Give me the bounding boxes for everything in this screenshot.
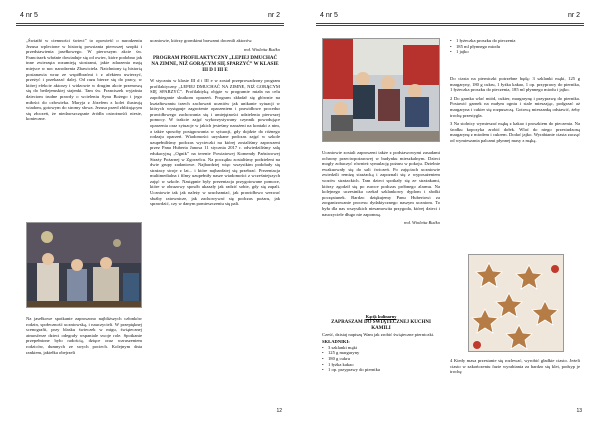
article-paragraph: Na jasełkowe spotkanie zaproszono najbliższych członków rodzin, społeczność uczniowską, i nauczycieli. W przepięknej scenografii, przy blasku świeczek w migu, świątecznej atmosferze dzieci odegrały wspaniale swoje role. Spotkanie przepełnione było radością, dzięce oraz wzruszeniem rodziców, dumnych ze swych pociech. Kolejnym dnia rankiem, jakiełka obejrzeli xyxy=(26,316,142,355)
gingerbread-photo-image xyxy=(469,255,564,352)
ingredient-item: • 1 łyżeczka proszku do pieczenia xyxy=(450,38,580,44)
fire-station-photo-image xyxy=(323,39,440,142)
left-column-2 xyxy=(150,38,280,408)
ingredient-item: • 3 szklanki mąki xyxy=(322,345,440,351)
recipe-intro: Cześć, dzisiaj napiszę Wam jak zrobić świąteczne pierniczki. xyxy=(322,331,435,337)
author-signature: red. Wioletta Bućko xyxy=(243,46,280,52)
ingredients-continued xyxy=(450,38,580,72)
recipe-steps-bottom xyxy=(450,358,580,406)
number-label: nr 2 xyxy=(267,12,280,19)
article-heading: PROGRAM PROFILAKTYCZNY „LEPIEJ DMUCHAĆ NA ZIMNE, NIŻ GORĄCYM SIĘ SPARZYĆ” W KLASIE III D I III E xyxy=(151,56,279,74)
ingredients-list-continued xyxy=(450,38,580,55)
right-column-1-top xyxy=(322,150,440,310)
recipe-section xyxy=(322,314,440,408)
article-paragraph: „Światłó w ciemności świeci” to opowieść o narodzeniu Jezusa wplecione w historię powstania pierwszej szopki i przedstawienia jasełkowego. W pierwszym akcie św. Franciszek właśnie dowiaduje się od owiec, które podobno jak inne zwierzęta rozumieją siostrami, jakie zdarzenia mają miejsce w noc narodzenia Zbawiciela. Natchniony tą historią postanawia wraz ze współbraćmi i z afekiem uwierzyć, przeżyć i przekazać dalej. Od razu bierze się do pracy, w której efekcie aktorzy i widzowie w drugim akcie przenoszą się do betlejemskiej stajenki. Tam św. Franciszek wyjaśnia dzieciom trudne prawdy o wcieleniu Syna Bożego i jego miłości do człowieka. Maryja z Józefem z kolei ilustrują wiadom, gotowym do stromy słowa. Jezusa przed zbliżającym się złoczeń, że niedawszczęsnie źródła ostrożnośći niesie, konieczne. xyxy=(26,38,142,122)
page-header xyxy=(316,10,584,24)
ingredient-item: • 1 op. przyprawy do piernika xyxy=(322,367,440,373)
recipe-kicker: Kącik kulinarny xyxy=(365,314,397,319)
gingerbread-photo xyxy=(468,254,564,352)
header-rule-double xyxy=(16,25,284,26)
page-header xyxy=(16,10,284,24)
recipe-step: 3 Na stolnicy wymieszać mąkę z kakao i proszkiem do pieczenia. Na środku kopczyka zrobić dołek. Wlać do niego przestudzoną margarynę z miodem i cukrem. Dodać jajko. Wyrabianie ciasta zacząć od wymieszania palcami płynnej masy z mąką. xyxy=(450,121,580,143)
left-column-1-bottom xyxy=(26,316,142,408)
ingredients-heading: SKŁADNIKI: xyxy=(322,339,350,345)
ingredients-list xyxy=(322,345,440,373)
recipe-steps xyxy=(450,76,580,144)
left-column-1-top xyxy=(26,38,142,218)
ingredient-item: • 1 łyżka kakao xyxy=(322,362,440,368)
right-page xyxy=(300,0,600,424)
recipe-steps xyxy=(450,358,580,375)
ingredient-item: • 125 g margaryny xyxy=(322,350,440,356)
issue-label: 4 nr 5 xyxy=(320,12,338,19)
ingredient-item: • 1 jajko xyxy=(450,49,580,55)
recipe-title: ZAPRASZAM DO ŚWIĄTECZNEJ KUCHNI KAMILI xyxy=(331,319,431,331)
article-paragraph: W styczniu w klasie III d i III e w został przeprowadzony program profilaktyczny „LEPIEJ DMUCHAĆ NA ZIMNE, NIŻ GORĄCYM SIĘ SPARZYĆ”. Profilaktyką objęte w programie miała na celu zapobieganie skutkom oparzeń. Program składał się głównie na kształtowaniu trzech zachowań uczniów jak unikanie sytuacji w których występuje zagrożenie oparzeniem i prawidłowe procedur prawidłowego zachowania się i umiejętności udzielenia pierwszej pomocy. W trakcie zajęć wykorzystywany czynnik powodujące oparzenia oraz sytuacje w jakich jesteśmy narażeni na kontakt z nim, a także sposoby postępowania w sytuacji, gdy dojdzie do różnego rodzaju oparzeń. Wiadomości uzyskane podczas zajęć w szkole uzupełniliśmy podczas wycieczki na której zostaliśmy zaproszeni przez Pana Huberta Janosa 11 stycznia 2017 r. odwiedziliśmy salę edukacyjną „Ognik” na terenie Powiatowej Komendy Państwowej Straży Pożarnej w Zgorzelcu. Na początku zostaliśmy podzieleni na dwie grupy zadaniowe. Najbardziej więc wszystkim podobały się strażacy stroje z lat... i które najbardziej się przebrać. Prezentacja multimedialna i filmy uzupełniły nasze wiadomości z wcześniejszych zajęć w szkole. Następnie były prezentacja przygotowane pomoce, które w obrazowy sposób ukazały jak radzić sobie, gdy się zapali. Uczniowie tak jak należy w uruchamiać, jak prawidłowo wezwać służby ratownicze, jak zachowywać się podczas pożaru, jak sprawdzić, czy w danym pomieszczeniu się pali. xyxy=(150,78,280,207)
fire-station-photo xyxy=(322,38,440,142)
nativity-play-photo xyxy=(26,222,142,308)
article-paragraph: Uczniowie zostali zaproszeni także z podstawowymi zasadami ochrony przeciwpożarowej w budynku mieszkalnym. Dzieci mogły zobaczyć również symulację pożaru w pokoju. Dzielnie ewakuowały się do sali ćwiczeń. Po zajęciach uczniowie zwiedzili remizę strażacką i zapoznali się z wyposażeniem wozów strażackich. Tam dzieci spotkały się ze strażakami, którzy zgodził się po ruroce podczas próbnego alarmu. Na kolejnego uczestnika czekał szklankowy dyplom i słodki poczęstunek. Bardzo dziękujemy Panu Hubertowi za zorganizowanie procesu dydaktycznego naszym uczniom. To była dla nas wszystkich niesamowita przygoda, której dzieci i nauczyciele długo nie zapomną. xyxy=(322,150,440,217)
article-paragraph: uczniowie, którzy gromkimi brawami docenili aktorów. xyxy=(150,38,253,43)
header-rule xyxy=(316,23,584,24)
header-rule xyxy=(16,23,284,24)
page-number: 12 xyxy=(276,408,282,414)
page-number: 13 xyxy=(576,408,582,414)
ingredient-item: • 180 g cukru xyxy=(322,356,440,362)
author-signature: red. Wioletta Bućko xyxy=(403,220,440,226)
header-rule-double xyxy=(316,25,584,26)
issue-label: 4 nr 5 xyxy=(20,12,38,19)
number-label: nr 2 xyxy=(567,12,580,19)
recipe-step: 2 Do garnka wlać miód, cukier, margarynę i przyprawę do piernika. Postawić garnek na małym ogniu i stale mieszając, podgrzać aż margaryna i cukier się rozpuszczą. Gotową mieszankę odstawić, żeby trochę przestygła. xyxy=(450,95,580,118)
ingredient-item: • 185 ml płynnego miodu xyxy=(450,44,580,50)
recipe-step: 4 Kiedy masa przestanie się rozlewać, wyrobić gładkie ciasto. Jeżeli ciasto w zakończeniu fazie wyrabiania za bardzo się klei, podsyp je trochę xyxy=(450,358,580,375)
recipe-steps-top xyxy=(450,76,580,250)
recipe-step: Do ciasta na pierniczki potrzebne będą: 3 szklanki mąki, 125 g margaryny, 180 g cukru, 1 łyżka kakao, 1 op. przyprawy do piernika, 1 łyżeczka proszku do pieczenia, 185 ml płynnego miodu i jajko. xyxy=(450,76,580,93)
nativity-photo-image xyxy=(27,223,142,308)
